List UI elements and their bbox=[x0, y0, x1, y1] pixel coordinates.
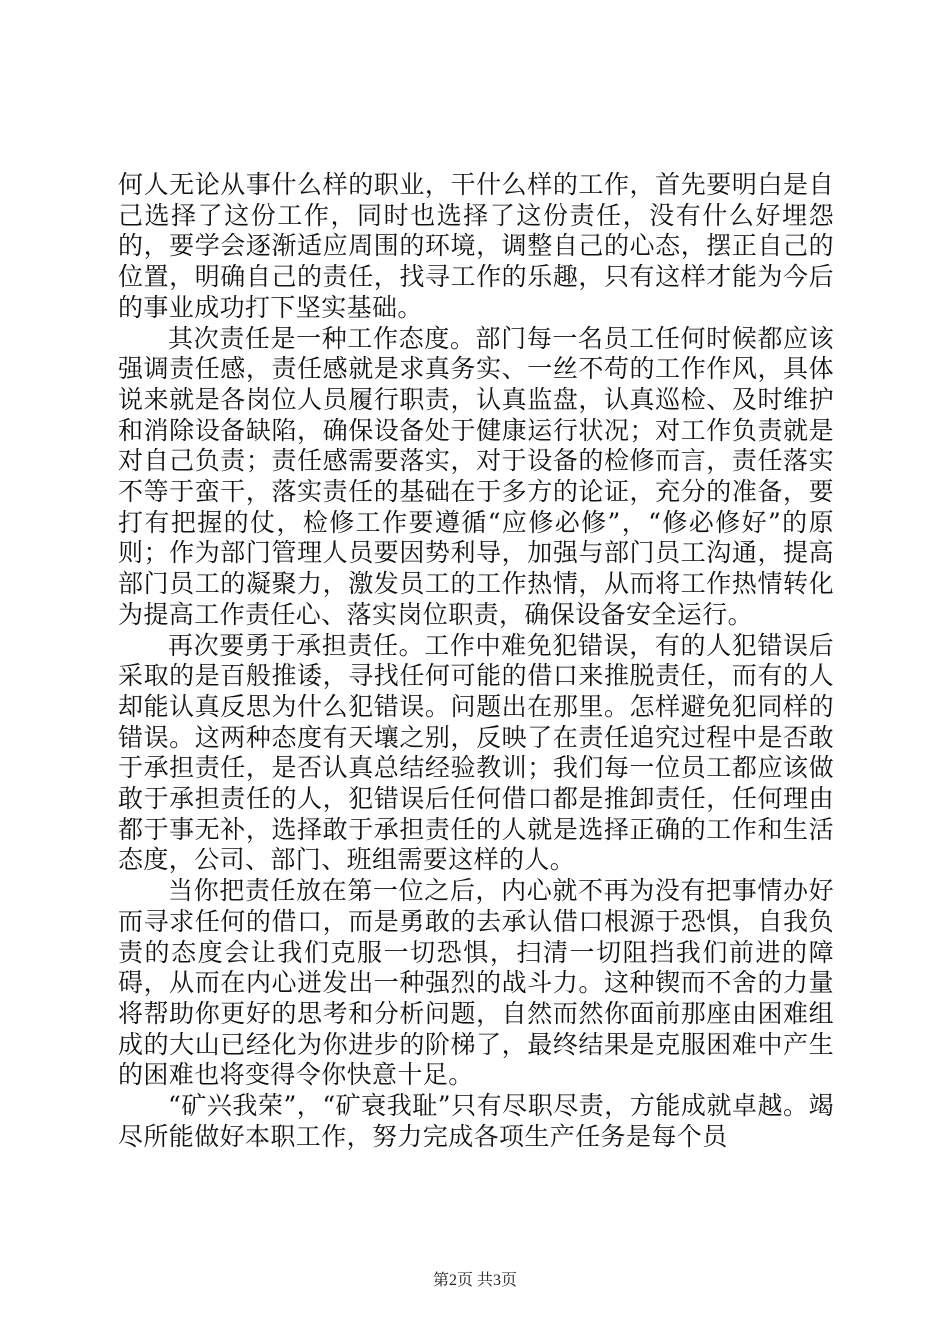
paragraph-5: “矿兴我荣”，“矿衰我耻”只有尽职尽责，方能成就卓越。竭尽所能做好本职工作，努力完成各项生产任务是每个员 bbox=[118, 1091, 834, 1151]
page-number-footer: 第2页 共3页 bbox=[432, 1272, 517, 1289]
document-body bbox=[118, 170, 834, 1153]
paragraph-3: 再次要勇于承担责任。工作中难免犯错误，有的人犯错误后采取的是百般推诿，寻找任何可能的借口来推脱责任，而有的人却能认真反思为什么犯错误。问题出在那里。怎样避免犯同样的错误。这两种态度有天壤之别，反映了在责任追究过程中是否敢于承担责任，是否认真总结经验教训；我们每一位员工都应该做敢于承担责任的人，犯错误后任何借口都是推卸责任，任何理由都于事无补，选择敢于承担责任的人就是选择正确的工作和生活态度，公司、部门、班组需要这样的人。 bbox=[118, 630, 834, 875]
paragraph-1: 何人无论从事什么样的职业，干什么样的工作，首先要明白是自己选择了这份工作，同时也选择了这份责任，没有什么好埋怨的，要学会逐渐适应周围的环境，调整自己的心态，摆正自己的位置，明确自己的责任，找寻工作的乐趣，只有这样才能为今后的事业成功打下坚实基础。 bbox=[118, 170, 834, 322]
paragraph-4: 当你把责任放在第一位之后，内心就不再为没有把事情办好而寻求任何的借口，而是勇敢的去承认借口根源于恐惧，自我负责的态度会让我们克服一切恐惧，扫清一切阻挡我们前进的障碍，从而在内心迸发出一种强烈的战斗力。这种锲而不舍的力量将帮助你更好的思考和分析问题，自然而然你面前那座由困难组成的大山已经化为你进步的阶梯了，最终结果是克服困难中产生的困难也将变得令你快意十足。 bbox=[118, 876, 834, 1090]
paragraph-2: 其次责任是一种工作态度。部门每一名员工任何时候都应该强调责任感，责任感就是求真务实、一丝不苟的工作作风，具体说来就是各岗位人员履行职责，认真监盘，认真巡检、及时维护和消除设备缺陷，确保设备处于健康运行状况；对工作负责就是对自己负责；责任感需要落实，对于设备的检修而言，责任落实不等于蛮干，落实责任的基础在于多方的论证，充分的准备，要打有把握的仗，检修工作要遵循“应修必修”，“修必修好”的原则；作为部门管理人员要因势利导，加强与部门员工沟通，提高部门员工的凝聚力，激发员工的工作热情，从而将工作热情转化为提高工作责任心、落实岗位职责，确保设备安全运行。 bbox=[118, 323, 834, 629]
